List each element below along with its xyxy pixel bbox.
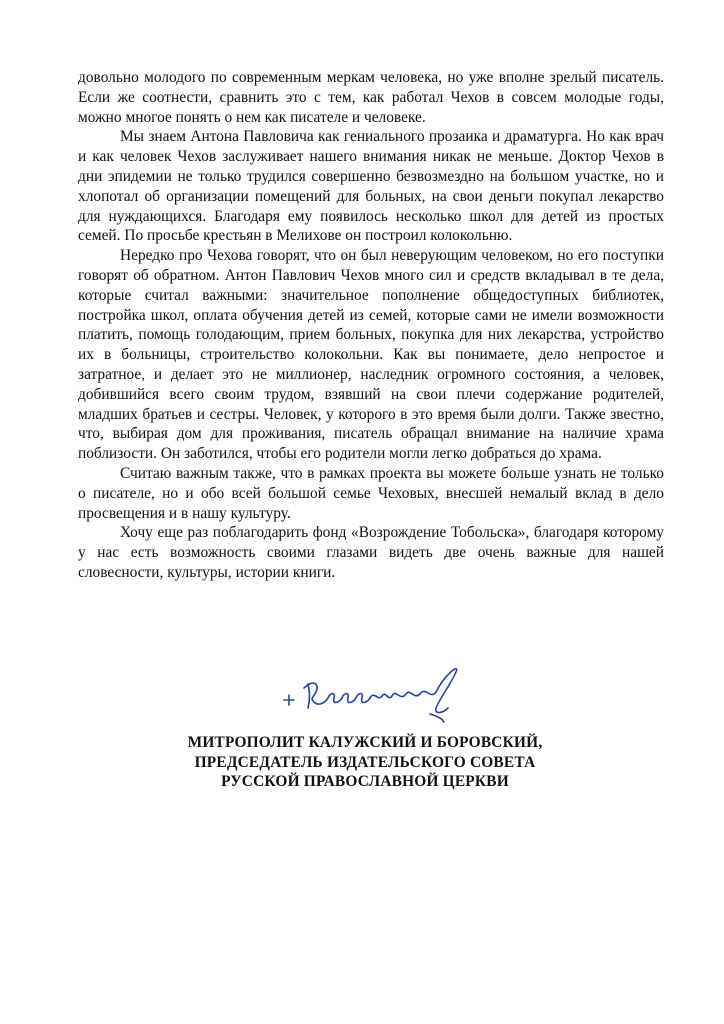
paragraph: Хочу еще раз поблагодарить фонд «Возрождение Тобольска», благодаря которому у нас есть возможность своими глазами видеть две очень важные для нашей словесности, культуры, истории книги. xyxy=(78,524,664,581)
paragraph: Считаю важным также, что в рамках проекта вы можете больше узнать не только о писателе, но и обо всей большой семье Чеховых, внесшей немалый вклад в дело просвещения и в нашу культуру. xyxy=(78,464,664,522)
signatory-block xyxy=(120,733,610,792)
signatory-title-line: ПРЕДСЕДАТЕЛЬ ИЗДАТЕЛЬСКОГО СОВЕТА xyxy=(194,753,536,771)
paragraph: Мы знаем Антона Павловича как гениального прозаика и драматурга. Но как врач и как человек Чехов заслуживает нашего внимания никак не меньше. Доктор Чехов в дни эпидемии не только трудился совершенно безвозмездно на большом участке, но и хлопотал об организации помещений для больных, на свои деньги покупал лекарство для нуждающихся. Благодаря ему появилось несколько школ для детей из простых семей. По просьбе крестьян в Мелихове он построил колокольню. xyxy=(78,128,664,245)
handwritten-signature xyxy=(280,658,480,730)
signature-image xyxy=(280,658,480,730)
paragraph: Нередко про Чехова говорят, что он был неверующим человеком, но его поступки говорят об обратном. Антон Павлович Чехов много сил и средств вкладывал в те дела, которые считал важными: значительное пополнение общедоступных библиотек, постройка школ, оплата обучения детей из семей, которые сами не имели возможности платить, помощь голодающим, прием больных, покупка для них лекарства, устройство их в больницы, строительство колокольни. Как вы понимаете, дело непростое и затратное, и делает это не миллионер, наследник огромного состояния, а человек, добившийся всего своим трудом, взявший на свои плечи содержание родителей, младших братьев и сестры. Человек, у которого в это время были долги. Также звестно, что, выбирая дом для проживания, писатель обращал внимание на наличие храма поблизости. Он заботился, чтобы его родители могли легко добраться до храма. xyxy=(78,247,664,463)
paragraph: довольно молодого по современным меркам человека, но уже вполне зрелый писатель. Если же соотнести, сравнить это с тем, как работал Чехов в совсем молодые годы, можно многое понять о нем как писателе и человеке. xyxy=(78,69,664,126)
signatory-title-line: МИТРОПОЛИТ КАЛУЖСКИЙ И БОРОВСКИЙ, xyxy=(187,734,543,751)
signatory-title-line: РУССКОЙ ПРАВОСЛАВНОЙ ЦЕРКВИ xyxy=(221,773,509,790)
body-text xyxy=(78,68,664,583)
